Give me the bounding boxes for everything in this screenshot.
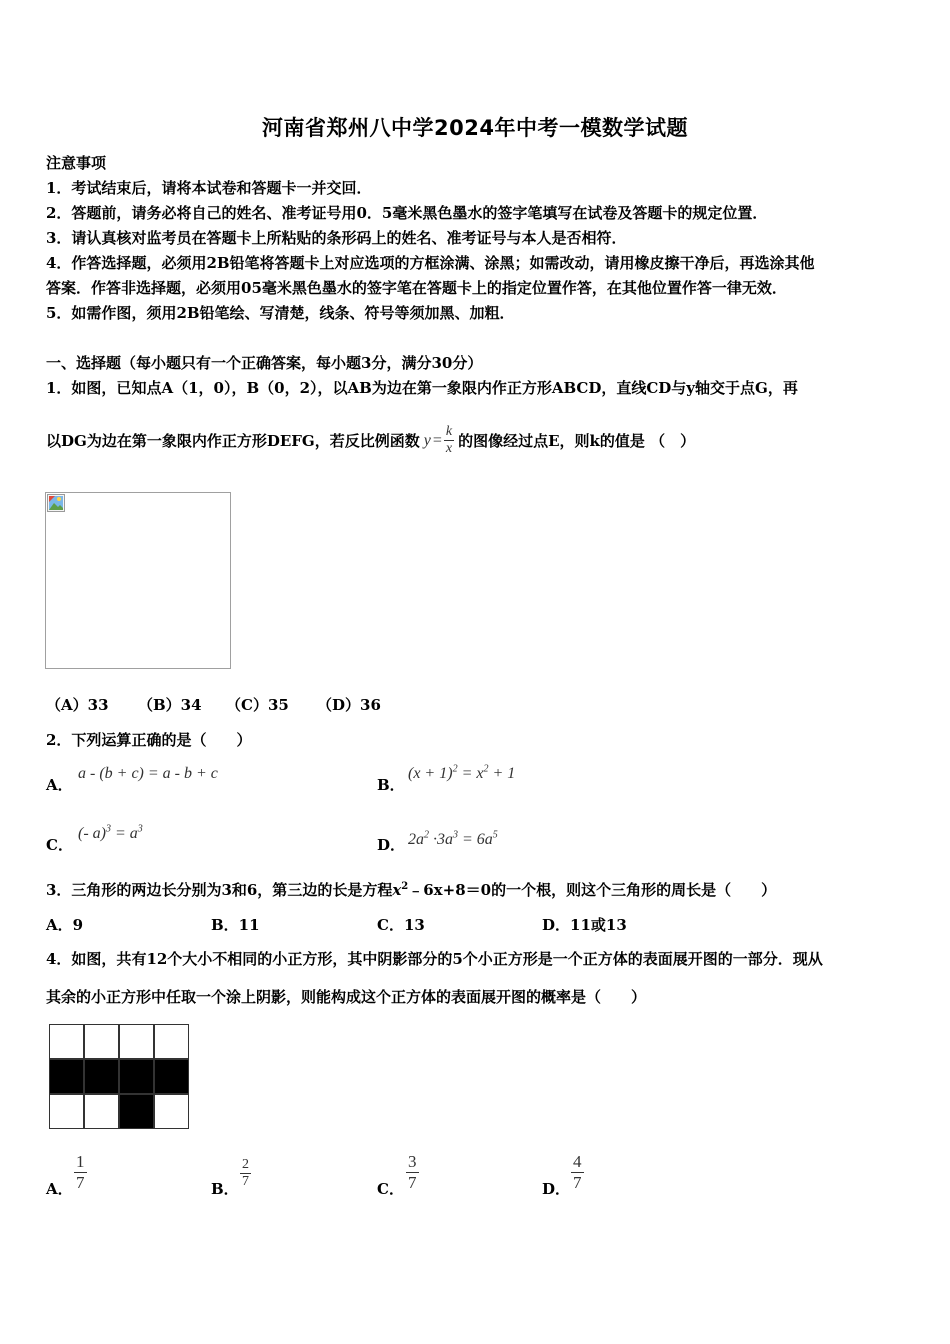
- q2-expr-c: [78, 825, 143, 843]
- grid-square: [84, 1024, 119, 1059]
- q3-stem-pre: 3．三角形的两边长分别为3和6，第三边的长是方程: [46, 881, 393, 899]
- q1-stem-line2: [46, 424, 695, 457]
- q4-d-numerator: 4: [573, 1152, 582, 1171]
- notice-item-3: 3．请认真核对监考员在答题卡上所粘贴的条形码上的姓名、准考证号与本人是否相符．: [46, 229, 627, 247]
- func-denominator: x: [445, 441, 453, 456]
- q1-stem-line1: 1．如图，已知点A（1，0），B（0，2），以AB为边在第一象限内作正方形ABCD，直线CD与y轴交于点G，再: [46, 379, 798, 397]
- grid-square: [84, 1094, 119, 1129]
- q2-expr-d: [408, 831, 498, 849]
- q4-b-numerator: 2: [242, 1157, 249, 1172]
- q2-b-mid: = x: [457, 765, 484, 782]
- q3-option-a: A．9: [46, 916, 84, 934]
- q1-text-post: 的图像经过点E，则k的值是 （ ）: [458, 432, 696, 450]
- q2-b-exp: 2: [452, 763, 458, 775]
- q3-eq-exp: 2: [401, 881, 409, 892]
- grid-square-shaded: [49, 1059, 84, 1094]
- q2-c-exp2: 3: [137, 823, 143, 835]
- q3-eq-var: x: [392, 881, 402, 899]
- q2-d-b: ·3a: [429, 831, 453, 848]
- q2-label-b: B．: [377, 776, 405, 794]
- q2-label-a: A．: [46, 776, 73, 794]
- grid-square-shaded: [119, 1059, 154, 1094]
- q3-option-d: D．11或13: [542, 916, 627, 934]
- func-fraction: [444, 424, 454, 457]
- q1-option-c: （C）35: [226, 696, 289, 714]
- q4-d-denominator: 7: [573, 1173, 582, 1192]
- q4-stem-line1: 4．如图，共有12个大小不相同的小正方形，其中阴影部分的5个小正方形是一个正方体的表面展开图的一部分．现从: [46, 950, 823, 968]
- notice-heading: 注意事项: [46, 154, 107, 172]
- q4-option-b-fraction: [240, 1157, 251, 1190]
- q3-option-b: B．11: [211, 916, 260, 934]
- q2-stem: 2．下列运算正确的是（ ）: [46, 731, 252, 749]
- q1-text-pre: 以DG为边在第一象限内作正方形DEFG，若反比例函数: [46, 432, 420, 450]
- q4-c-denominator: 7: [408, 1173, 417, 1192]
- q4-label-c: C．: [377, 1180, 404, 1198]
- q2-d-e3: 5: [492, 829, 498, 841]
- q2-expr-b: [408, 765, 515, 783]
- grid-square: [154, 1024, 189, 1059]
- q2-b-end: + 1: [488, 765, 516, 782]
- q4-a-denominator: 7: [76, 1173, 85, 1192]
- func-eq: =: [432, 431, 442, 449]
- q4-label-b: B．: [211, 1180, 239, 1198]
- q4-b-denominator: 7: [242, 1174, 249, 1189]
- func-numerator: k: [445, 424, 453, 439]
- q2-label-c: C．: [46, 836, 73, 854]
- notice-item-4: 4．作答选择题，必须用2B铅笔将答题卡上对应选项的方框涂满、涂黑；如需改动，请用橡皮擦干净后，再选涂其他: [46, 254, 815, 272]
- q3-stem: [46, 879, 776, 900]
- q1-option-d: （D）36: [317, 696, 381, 714]
- q1-option-b: （B）34: [138, 696, 202, 714]
- q1-option-a: （A）33: [46, 696, 109, 714]
- q1-figure-placeholder: [45, 492, 231, 669]
- q2-b-exp2: 2: [483, 763, 489, 775]
- q4-c-numerator: 3: [408, 1152, 417, 1171]
- q2-d-e2: 3: [453, 829, 458, 841]
- grid-square-shaded: [84, 1059, 119, 1094]
- q2-expr-a: a - (b + c) = a - b + c: [78, 765, 218, 782]
- q2-d-c: = 6a: [458, 831, 493, 848]
- notice-item-2: 2．答题前，请务必将自己的姓名、准考证号用0．5毫米黑色墨水的签字笔填写在试卷及答题卡的规定位置．: [46, 204, 768, 222]
- q4-option-d-fraction: [571, 1152, 584, 1193]
- q2-c-base: (- a): [78, 825, 106, 842]
- grid-square-shaded: [119, 1094, 154, 1129]
- q2-label-d: D．: [377, 836, 406, 854]
- q3-option-c: C．13: [377, 916, 425, 934]
- grid-square: [119, 1024, 154, 1059]
- q2-d-a: 2a: [408, 831, 424, 848]
- q4-label-a: A．: [46, 1180, 73, 1198]
- grid-square: [49, 1094, 84, 1129]
- grid-square-shaded: [154, 1059, 189, 1094]
- section-heading: 一、选择题（每小题只有一个正确答案，每小题3分，满分30分）: [46, 354, 483, 372]
- q2-c-exp: 3: [105, 823, 111, 835]
- notice-item-4-cont: 答案．作答非选择题，必须用05毫米黑色墨水的签字笔在答题卡上的指定位置作答，在其他位置作答一律无效．: [46, 279, 787, 297]
- q4-a-numerator: 1: [76, 1152, 85, 1171]
- broken-image-icon: [47, 494, 65, 512]
- grid-square: [49, 1024, 84, 1059]
- q2-b-base: (x + 1): [408, 765, 453, 782]
- page-title: 河南省郑州八中学2024年中考一模数学试题: [262, 116, 688, 140]
- q4-stem-line2: 其余的小正方形中任取一个涂上阴影，则能构成这个正方体的表面展开图的概率是（ ）: [46, 988, 647, 1006]
- func-y: y: [423, 431, 431, 449]
- notice-item-1: 1．考试结束后，请将本试卷和答题卡一并交回．: [46, 179, 372, 197]
- grid-square: [154, 1094, 189, 1129]
- q4-option-c-fraction: [406, 1152, 419, 1193]
- q4-option-a-fraction: [74, 1152, 87, 1193]
- q2-c-mid: = a: [110, 825, 138, 842]
- q2-d-e1: 2: [424, 829, 429, 841]
- q4-label-d: D．: [542, 1180, 571, 1198]
- q3-stem-post: ﹣6x+8＝0的一个根，则这个三角形的周长是（ ）: [408, 881, 777, 899]
- notice-item-5: 5．如需作图，须用2B铅笔绘、写清楚，线条、符号等须加黑、加粗．: [46, 304, 515, 322]
